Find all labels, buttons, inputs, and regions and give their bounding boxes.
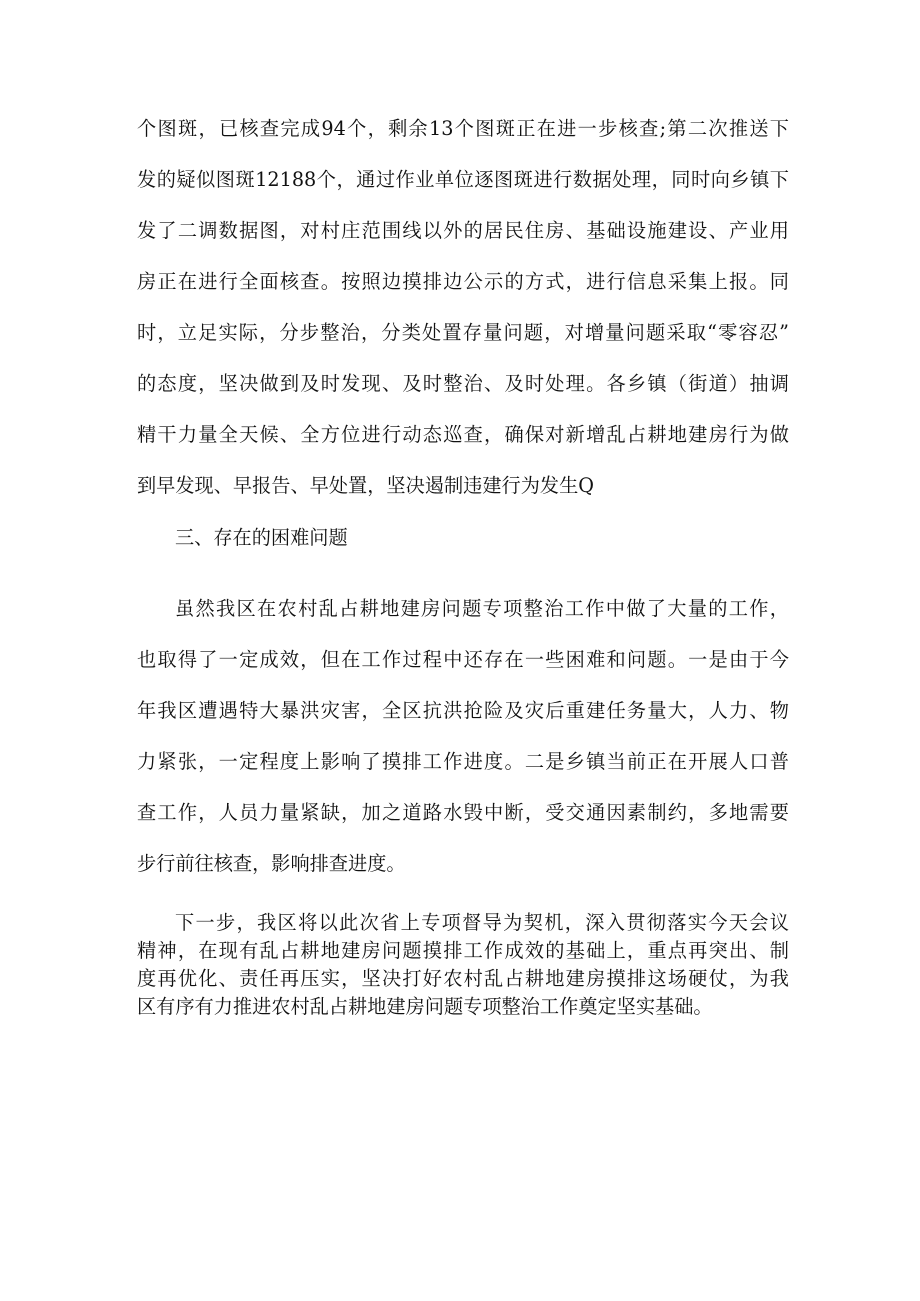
text-line: 区有序有力推进农村乱占耕地建房问题专项整治工作奠定坚实基础。 xyxy=(137,995,713,1018)
text-line: 精神，在现有乱占耕地建房问题摸排工作成效的基础上，重点再突出、制 xyxy=(137,939,789,962)
text-line: 精干力量全天候、全方位进行动态巡查，确保对新增乱占耕地建房行为做 xyxy=(137,423,789,446)
text-line: 的态度，坚决做到及时发现、及时整治、及时处理。各乡镇（街道）抽调 xyxy=(137,372,789,395)
text-line: 发的疑似图斑12188个，通过作业单位逐图斑进行数据处理，同时向乡镇下 xyxy=(137,168,789,191)
text-line: 也取得了一定成效，但在工作过程中还存在一些困难和问题。一是由于今 xyxy=(137,648,789,671)
text-line: 步行前往核查，影响排查进度。 xyxy=(137,852,406,875)
text-line: 发了二调数据图，对村庄范围线以外的居民住房、基础设施建设、产业用 xyxy=(137,219,789,242)
text-line: 力紧张，一定程度上影响了摸排工作进度。二是乡镇当前正在开展人口普 xyxy=(137,750,789,773)
text-line: 房正在进行全面核查。按照边摸排边公示的方式，进行信息采集上报。同 xyxy=(137,270,789,293)
text-line: 度再优化、责任再压实，坚决打好农村乱占耕地建房摸排这场硬仗，为我 xyxy=(137,967,789,990)
text-line: 到早发现、早报告、早处置，坚决遏制违建行为发生Q xyxy=(137,474,595,497)
text-line: 查工作，人员力量紧缺，加之道路水毁中断，受交通因素制约，多地需要 xyxy=(137,801,789,824)
text-line: 下一步，我区将以此次省上专项督导为契机，深入贯彻落实今天会议 xyxy=(175,911,789,934)
section-heading: 三、存在的困难问题 xyxy=(175,526,348,549)
text-line: 年我区遭遇特大暴洪灾害，全区抗洪抢险及灾后重建任务量大，人力、物 xyxy=(137,699,789,722)
text-line: 个图斑，已核查完成94个，剩余13个图斑正在进一步核查;第二次推送下 xyxy=(137,117,789,140)
text-line: 时，立足实际，分步整治，分类处置存量问题，对增量问题采取“零容忍” xyxy=(137,321,789,344)
text-line: 虽然我区在农村乱占耕地建房问题专项整治工作中做了大量的工作， xyxy=(175,597,789,620)
